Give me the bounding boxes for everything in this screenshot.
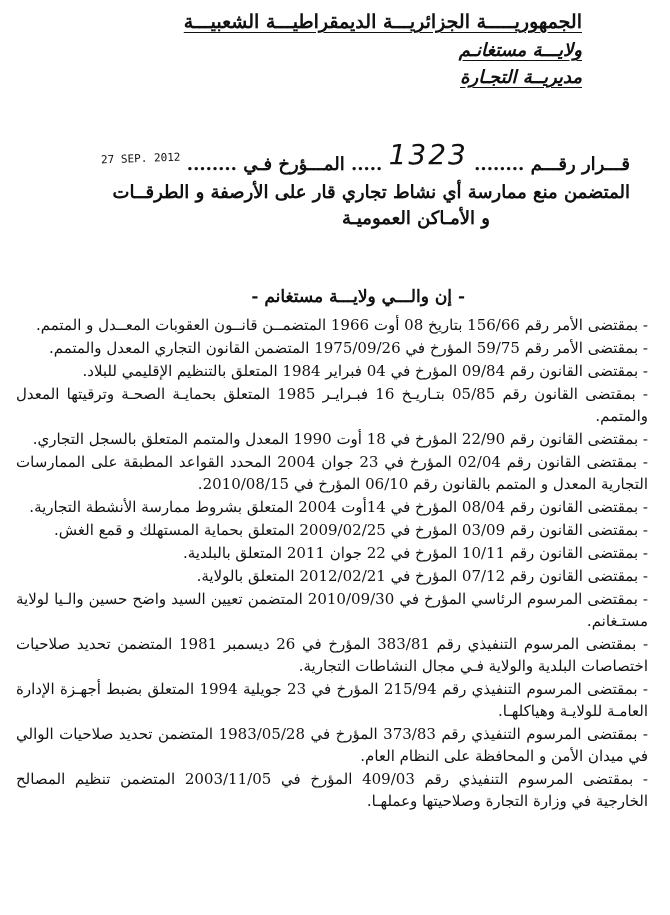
list-item: - بمقتضى المرسوم التنفيذي رقم 383/81 المؤرخ في 26 ديسمبر 1981 المتضمن تحديد صلاحيات اختصاصات البلدية والولاية فـي مجال النشاطات التجارية. bbox=[16, 635, 649, 675]
date-stamp: 27 SEP. 2012 bbox=[100, 150, 181, 167]
list-item: - بمقتضى القانون رقم 22/90 المؤرخ في 18 أوت 1990 المعدل والمتمم المتعلق بالسجل التجاري. bbox=[32, 430, 648, 448]
list-item: - بمقتضى المرسوم التنفيذي رقم 215/94 المؤرخ في 23 جويلية 1994 المتعلق بضبط أجهـزة الإدارة العامـة للولايـة وهياكلهـا. bbox=[16, 680, 649, 720]
document-header bbox=[184, 8, 582, 91]
decision-number: 1323 bbox=[388, 138, 468, 171]
list-item: - بمقتضى القانون رقم 05/85 بتـاريـخ 16 فبـرايـر 1985 المتعلق بحمايـة الصحـة وترقيتها المعدل والمتمم. bbox=[16, 385, 648, 425]
list-item: - بمقتضى القانون رقم 10/11 المؤرخ في 22 جوان 2011 المتعلق بالبلدية. bbox=[182, 544, 648, 562]
republic-title: الجمهوريـــــة الجزائريـــة الديمقراطيـــة الشعبيـــة bbox=[183, 11, 582, 33]
decision-title-block bbox=[30, 138, 630, 232]
decision-dated-label: المـــؤرخ فـي bbox=[243, 154, 345, 175]
list-item: - بمقتضى المرسوم التنفيذي رقم 373/83 المؤرخ في 1983/05/28 المتضمن تحديد صلاحيات الوالي في ميدان الأمن و المحافظة على النظام العام. bbox=[16, 725, 648, 765]
list-item: - بمقتضى القانون رقم 03/09 المؤرخ في 2009/02/25 المتعلق بحماية المستهلك و قمع الغش. bbox=[54, 521, 648, 539]
decision-prefix: قـــرار رقـــم bbox=[530, 154, 630, 175]
directorate-name: مديريــة التجـارة bbox=[460, 67, 582, 88]
list-item: - بمقتضى الأمر رقم 59/75 المؤرخ في 1975/09/26 المتضمن القانون التجاري المعدل والمتمم. bbox=[48, 339, 648, 357]
decision-subject-line1: المتضمن منع ممارسة أي نشاط تجاري قار على الأرصفة و الطرقــات bbox=[112, 182, 630, 203]
list-item: - بمقتضى القانون رقم 07/12 المؤرخ في 2012/02/21 المتعلق بالولاية. bbox=[196, 567, 648, 585]
list-item: - بمقتضى الأمر رقم 156/66 بتاريخ 08 أوت 1966 المتضمــن قانــون العقوبات المعــدل و المتمم. bbox=[36, 316, 648, 334]
legal-basis-list bbox=[16, 314, 648, 813]
list-item: - بمقتضى المرسوم التنفيذي رقم 409/03 المؤرخ في 2003/11/05 المتضمن تنظيم المصالح الخارجية في وزارة التجارة وصلاحيتها وعملهـا. bbox=[16, 770, 648, 810]
decision-number-line: قـــرار رقـــم ........ 1323 ..... المـــؤرخ فـي ........ 27 SEP. 2012 bbox=[100, 138, 630, 175]
decision-subject-line2: و الأمـاكن العموميـة bbox=[341, 208, 490, 229]
list-item: - بمقتضى القانون رقم 02/04 المؤرخ في 23 جوان 2004 المحدد القواعد المطبقة على الممارسات التجارية المعدل و المتمم بالقانون رقم 06/10 المؤرخ في 2010/08/15. bbox=[16, 453, 648, 493]
wali-heading: - إن والـــي ولايـــة مستغانم - bbox=[251, 287, 465, 307]
list-item: - بمقتضى القانون رقم 09/84 المؤرخ في 04 فبراير 1984 المتعلق بالتنظيم الإقليمي للبلاد. bbox=[82, 362, 648, 380]
wilaya-name: ولايـــة مستغانـم bbox=[458, 40, 582, 61]
list-item: - بمقتضى القانون رقم 08/04 المؤرخ في 14أوت 2004 المتعلق بشروط ممارسة الأنشطة التجارية. bbox=[29, 498, 648, 516]
list-item: - بمقتضى المرسوم الرئاسي المؤرخ في 2010/09/30 المتضمن تعيين السيد واضح حسين والـيا لولاية مستـغانم. bbox=[16, 590, 648, 630]
